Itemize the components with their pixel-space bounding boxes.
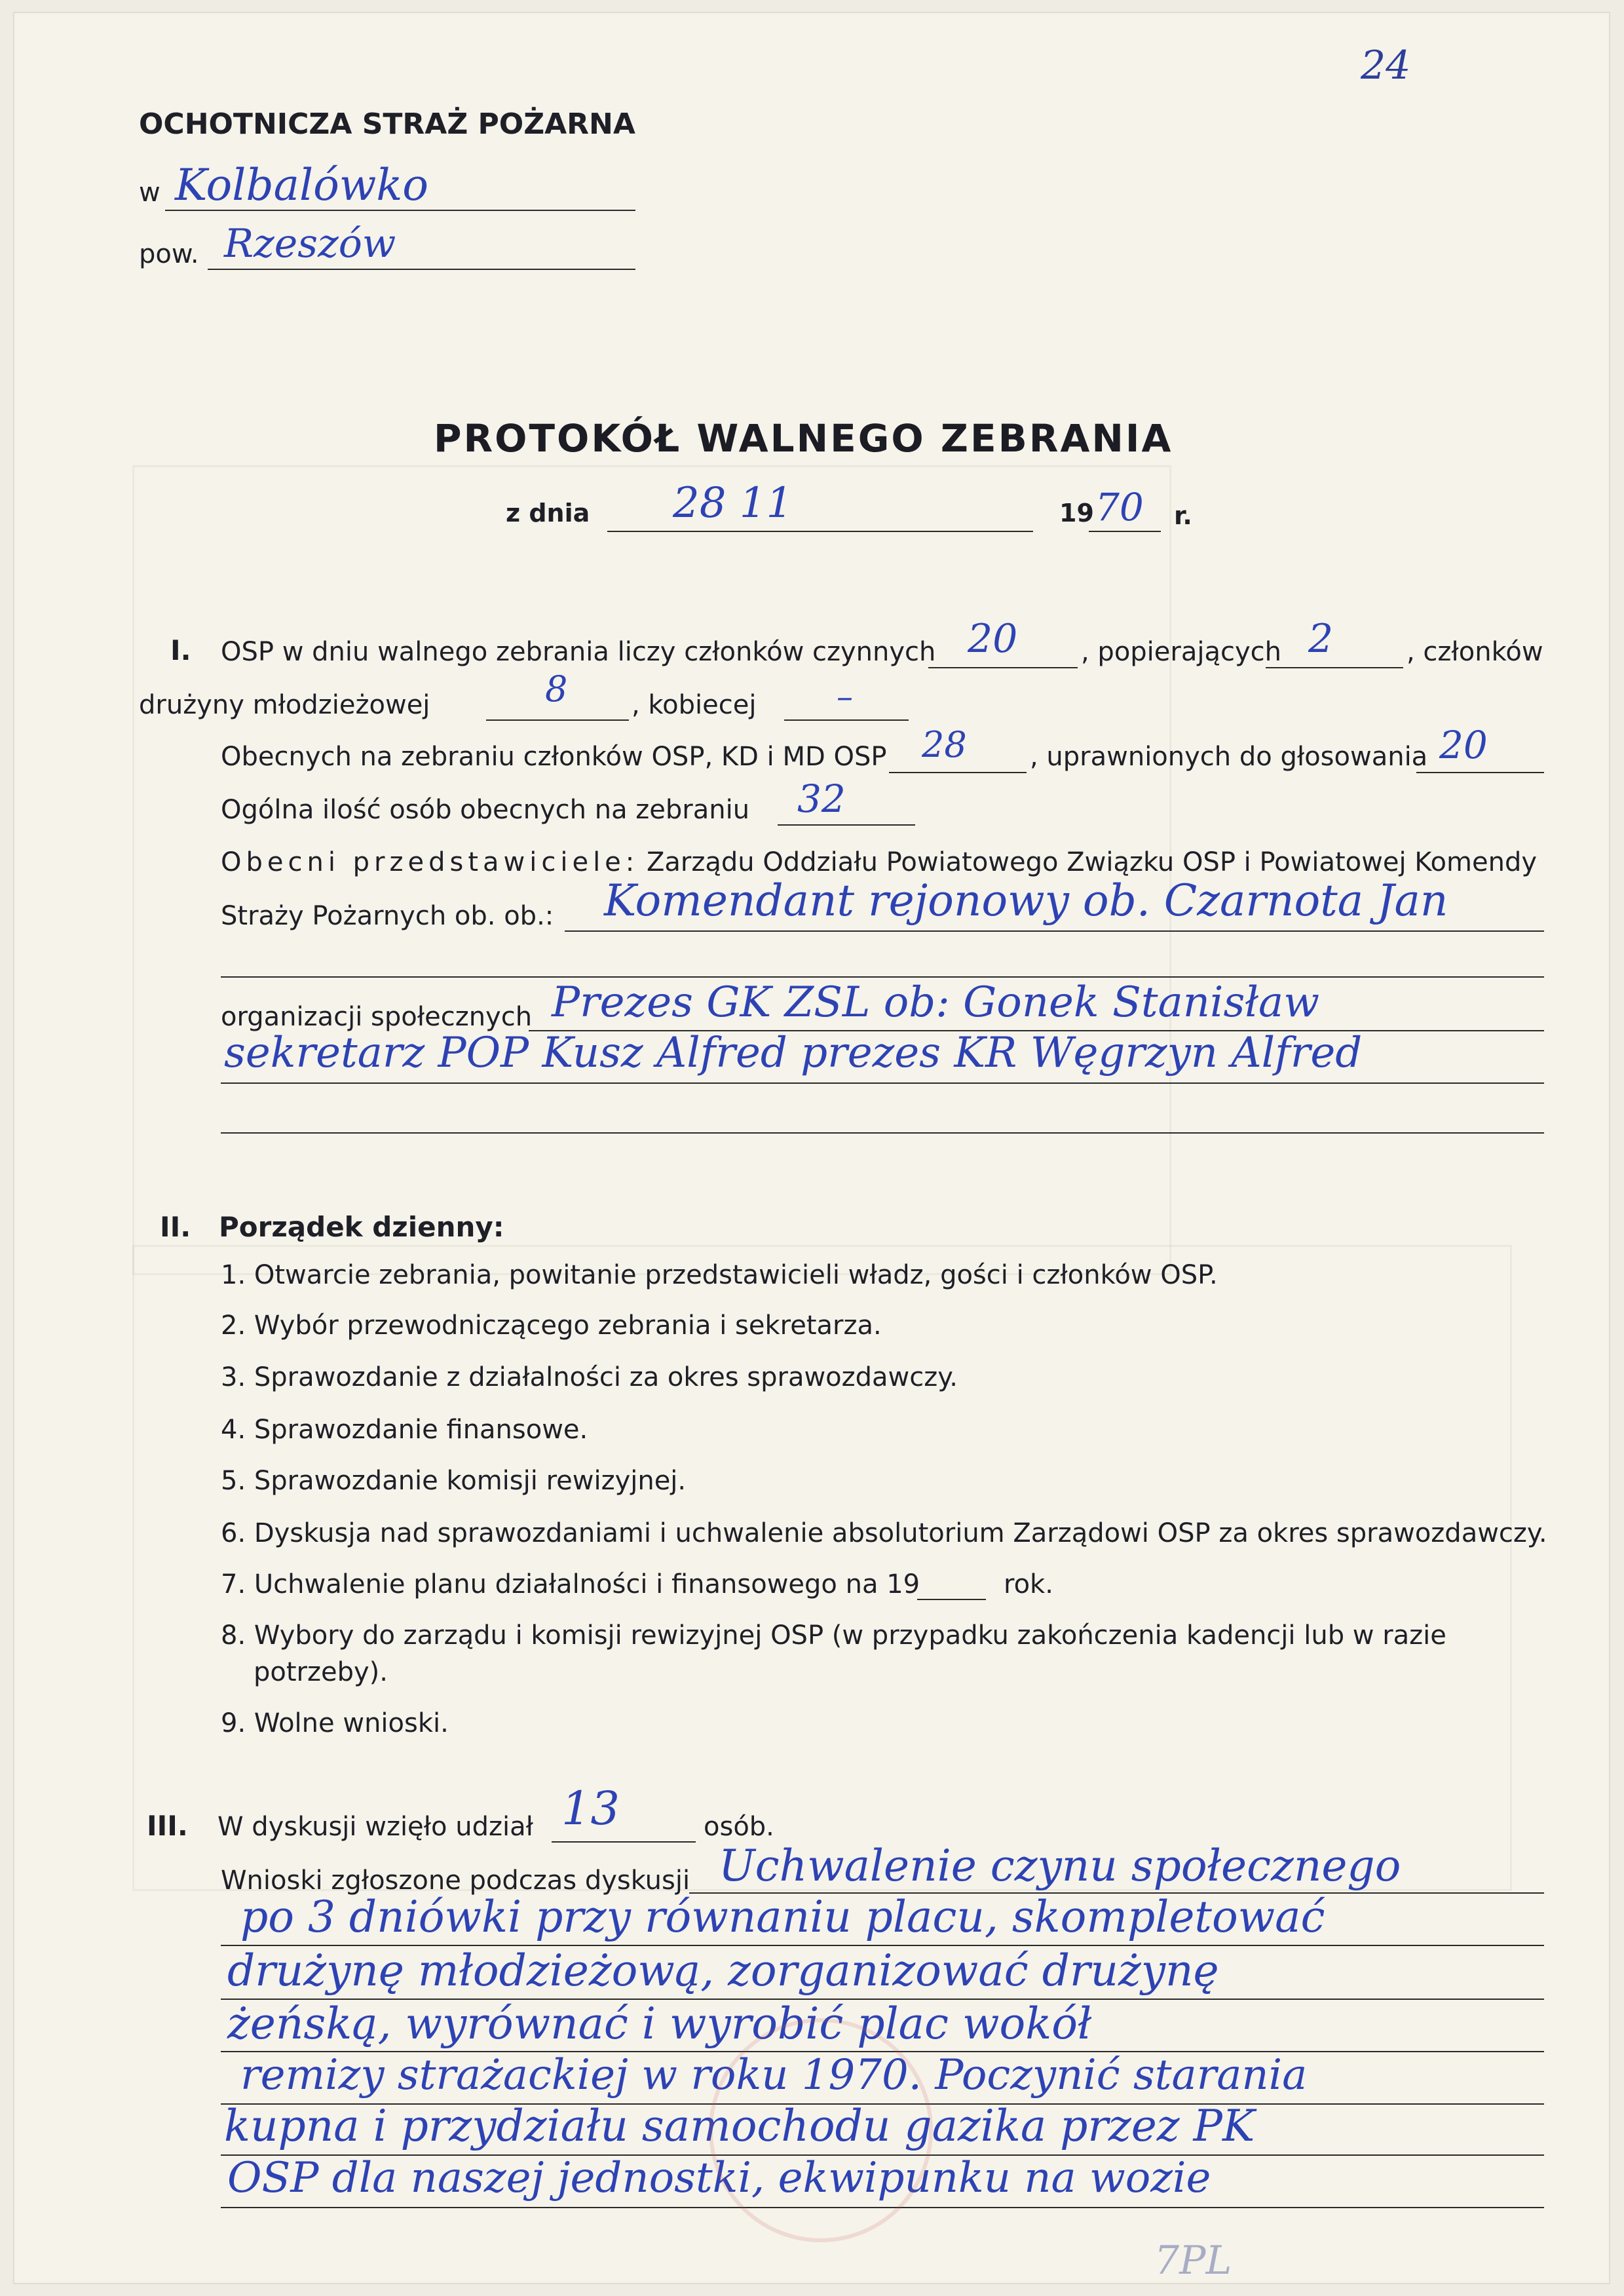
page-number: 24 <box>1361 43 1411 88</box>
agenda-item-1: 1. Otwarcie zebrania, powitanie przedstawicieli władz, gości i członków OSP. <box>221 1260 1218 1290</box>
representatives-text: Zarządu Oddziału Powiatowego Związku OSP i Powiatowej Komendy <box>647 847 1538 877</box>
county-line <box>208 269 635 270</box>
agenda-item-8-continued: potrzeby). <box>254 1657 388 1687</box>
date-year-prefix: 19 <box>1059 499 1094 527</box>
supporting-line <box>1266 667 1403 668</box>
date-line <box>607 531 1033 532</box>
representatives-label: Obecni przedstawiciele: <box>221 847 639 877</box>
date-day-month: 28 11 <box>673 479 793 527</box>
members-active-label: OSP w dniu walnego zebrania liczy członków czynnych <box>221 637 936 667</box>
document-title: PROTOKÓŁ WALNEGO ZEBRANIA <box>434 416 1173 461</box>
agenda-heading: Porządek dzienny: <box>219 1211 504 1243</box>
members-label: , członków <box>1407 637 1543 667</box>
agenda-item-3: 3. Sprawozdanie z działalności za okres sprawozdawczy. <box>221 1362 958 1392</box>
faded-stamp <box>709 2018 933 2242</box>
total-label: Ogólna ilość osób obecnych na zebraniu <box>221 795 750 825</box>
women-label: , kobiecej <box>632 690 757 720</box>
women-value: – <box>837 678 853 716</box>
discussion-suffix: osób. <box>704 1812 774 1842</box>
document-page <box>13 12 1610 2284</box>
section-2-numeral: II. <box>160 1211 191 1243</box>
representatives-line-2 <box>221 976 1544 978</box>
present-line <box>889 772 1027 773</box>
year-line <box>1089 531 1161 532</box>
discussion-count: 13 <box>561 1782 620 1835</box>
motions-label: Wnioski zgłoszone podczas dyskusji <box>221 1866 690 1896</box>
county-label: pow. <box>139 239 199 269</box>
youth-label: drużyny młodzieżowej <box>139 690 430 720</box>
youth-value: 8 <box>545 668 568 710</box>
supporting-label: , popierających <box>1081 637 1281 667</box>
discussion-label: W dyskusji wzięło udział <box>217 1812 533 1842</box>
date-year-suffix: 70 <box>1095 485 1144 529</box>
members-active-value: 20 <box>968 616 1018 662</box>
location-value: Kolbalówko <box>175 160 429 210</box>
date-prefix: z dnia <box>506 499 590 527</box>
discussion-line <box>552 1841 696 1843</box>
section-3-numeral: III. <box>147 1810 188 1842</box>
total-value: 32 <box>797 776 846 821</box>
agenda-item-7-suffix: rok. <box>1004 1569 1053 1599</box>
agenda-item-7: 7. Uchwalenie planu działalności i finansowego na 19 <box>221 1569 920 1599</box>
agenda-item-2: 2. Wybór przewodniczącego zebrania i sekretarza. <box>221 1311 882 1341</box>
agenda-item-4: 4. Sprawozdanie finansowe. <box>221 1415 588 1445</box>
voting-label: , uprawnionych do głosowania <box>1030 742 1428 772</box>
motion-line-6: kupna i przydziału samochodu gazika przez PK <box>224 2101 1255 2151</box>
agenda-item-7-line <box>917 1599 986 1600</box>
motion-line-1: Uchwalenie czynu społecznego <box>719 1841 1401 1891</box>
footer-mark: 7PL <box>1154 2238 1232 2284</box>
voting-line <box>1416 772 1544 773</box>
section-1-numeral: I. <box>170 634 191 666</box>
present-value: 28 <box>922 724 967 765</box>
motion-line-7: OSP dla naszej jednostki, ekwipunku na wozie <box>227 2154 1211 2202</box>
members-active-line <box>928 667 1078 668</box>
representatives-value: Komendant rejonowy ob. Czarnota Jan <box>604 875 1448 926</box>
agenda-item-5: 5. Sprawozdanie komisji rewizyjnej. <box>221 1466 687 1496</box>
voting-value: 20 <box>1439 723 1488 767</box>
organizations-value-2: sekretarz POP Kusz Alfred prezes KR Węgrzyn Alfred <box>224 1029 1363 1077</box>
motion-line-3: drużynę młodzieżową, zorganizować drużynę <box>227 1945 1219 1996</box>
motion-line-2: po 3 dniówki przy równaniu placu, skompletować <box>240 1892 1325 1942</box>
date-suffix: r. <box>1174 501 1192 530</box>
agenda-item-6: 6. Dyskusja nad sprawozdaniami i uchwalenie absolutorium Zarządowi OSP za okres sprawozdawczy. <box>221 1518 1547 1548</box>
location-label: w <box>139 178 161 208</box>
representatives-line-1 <box>565 930 1544 932</box>
org-title: OCHOTNICZA STRAŻ POŻARNA <box>139 107 635 141</box>
youth-line <box>486 719 629 721</box>
women-line <box>784 719 909 721</box>
bleed-through-table-lower <box>132 1245 1512 1891</box>
organizations-line-3 <box>221 1132 1544 1134</box>
organizations-value-1: Prezes GK ZSL ob: Gonek Stanisław <box>552 978 1319 1027</box>
representatives-text-2: Straży Pożarnych ob. ob.: <box>221 901 554 931</box>
motion-line-5: remizy strażackiej w roku 1970. Poczynić starania <box>240 2051 1308 2099</box>
supporting-value: 2 <box>1308 616 1334 662</box>
agenda-item-9: 9. Wolne wnioski. <box>221 1708 449 1738</box>
organizations-label: organizacji społecznych <box>221 1002 533 1032</box>
agenda-item-8: 8. Wybory do zarządu i komisji rewizyjnej OSP (w przypadku zakończenia kadencji lub w razie <box>221 1620 1446 1651</box>
county-value: Rzeszów <box>224 221 396 267</box>
present-label: Obecnych na zebraniu członków OSP, KD i MD OSP <box>221 742 887 772</box>
total-line <box>778 824 915 826</box>
motion-line-4: żeńską, wyrównać i wyrobić plac wokół <box>227 1999 1092 2049</box>
organizations-line-2 <box>221 1082 1544 1084</box>
